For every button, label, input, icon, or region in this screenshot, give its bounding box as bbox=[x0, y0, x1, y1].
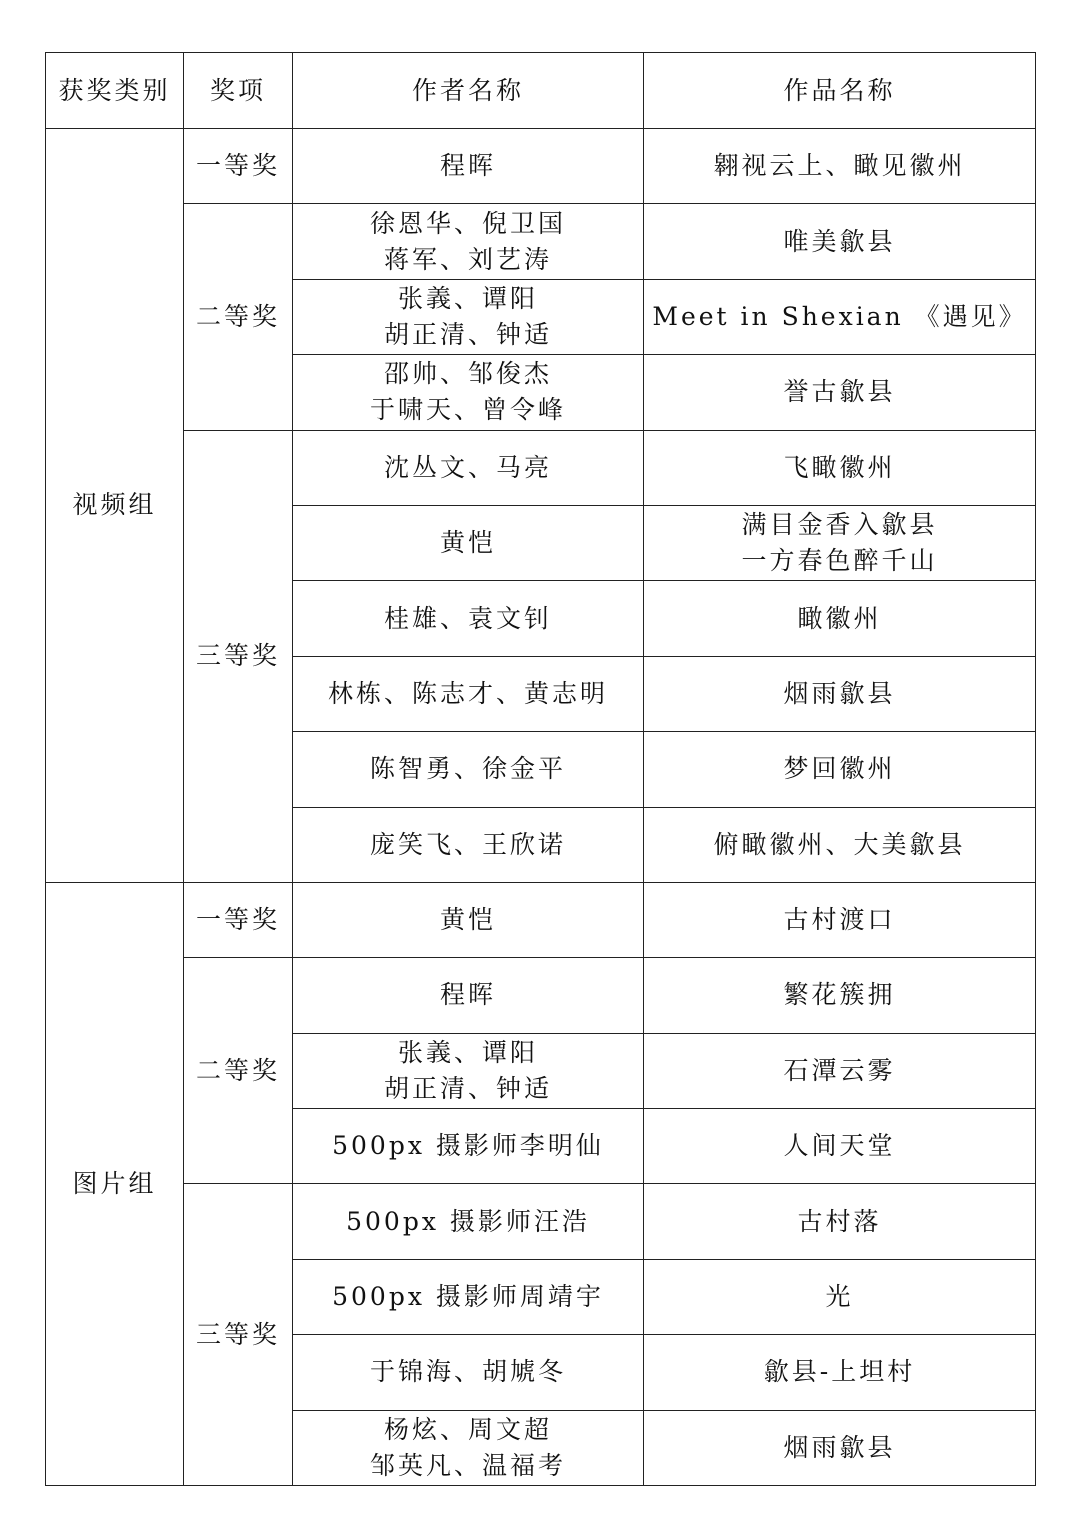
author-cell-line: 于啸天、曾令峰 bbox=[369, 395, 566, 425]
prize-cell: 一等奖 bbox=[184, 882, 293, 957]
work-cell-line: 石潭云雾 bbox=[783, 1055, 896, 1085]
awards-table bbox=[45, 52, 1036, 1486]
author-cell-line: 黄恺 bbox=[439, 905, 496, 935]
work-cell-line: 歙县-上坦村 bbox=[763, 1357, 916, 1387]
author-cell-line: 陈智勇、徐金平 bbox=[369, 754, 566, 784]
author-cell bbox=[293, 279, 644, 354]
work-cell bbox=[644, 505, 1036, 580]
work-cell bbox=[644, 882, 1036, 957]
work-cell bbox=[644, 279, 1036, 354]
work-cell-line: 繁花簇拥 bbox=[783, 980, 896, 1010]
awards-table-body bbox=[46, 53, 1036, 1486]
author-cell-line: 黄恺 bbox=[439, 528, 496, 558]
author-cell-line: 庞笑飞、王欣诺 bbox=[369, 829, 566, 859]
author-cell bbox=[293, 1259, 644, 1334]
author-cell-line: 程晖 bbox=[439, 151, 496, 181]
author-cell bbox=[293, 882, 644, 957]
author-cell bbox=[293, 204, 644, 279]
work-cell-line: 俯瞰徽州、大美歙县 bbox=[713, 829, 966, 859]
author-cell bbox=[293, 807, 644, 882]
author-cell bbox=[293, 1335, 644, 1410]
work-cell-line: 人间天堂 bbox=[783, 1131, 896, 1161]
table-row bbox=[46, 129, 1036, 204]
work-cell bbox=[644, 1109, 1036, 1184]
header-category: 获奖类别 bbox=[46, 53, 184, 129]
work-cell-line: 翱视云上、瞰见徽州 bbox=[713, 151, 966, 181]
author-cell-line: 蒋军、刘艺涛 bbox=[383, 244, 552, 274]
author-cell-line: 于锦海、胡虓冬 bbox=[369, 1357, 566, 1387]
author-cell-line: 徐恩华、倪卫国 bbox=[369, 208, 566, 238]
table-row bbox=[46, 204, 1036, 279]
work-cell-line: 飞瞰徽州 bbox=[783, 452, 896, 482]
work-cell-line: 满目金香入歙县 bbox=[741, 510, 938, 540]
work-cell-line: 梦回徽州 bbox=[783, 754, 896, 784]
work-cell bbox=[644, 430, 1036, 505]
work-cell-line: 唯美歙县 bbox=[783, 226, 896, 256]
author-cell bbox=[293, 1109, 644, 1184]
category-cell: 图片组 bbox=[46, 882, 184, 1485]
header-author: 作者名称 bbox=[293, 53, 644, 129]
table-row bbox=[46, 430, 1036, 505]
author-cell-line: 程晖 bbox=[439, 980, 496, 1010]
work-cell bbox=[644, 1410, 1036, 1485]
author-cell-line: 500px 摄影师周靖宇 bbox=[332, 1282, 604, 1312]
author-cell bbox=[293, 129, 644, 204]
author-cell-line: 500px 摄影师汪浩 bbox=[346, 1206, 590, 1236]
author-cell-line: 邹英凡、温福考 bbox=[369, 1450, 566, 1480]
author-cell-line: 胡正清、钟适 bbox=[383, 319, 552, 349]
work-cell bbox=[644, 581, 1036, 656]
author-cell-line: 桂雄、袁文钊 bbox=[383, 603, 552, 633]
work-cell-line: Meet in Shexian 《遇见》 bbox=[652, 301, 1027, 331]
header-prize: 奖项 bbox=[184, 53, 293, 129]
author-cell-line: 林栋、陈志才、黄志明 bbox=[327, 678, 608, 708]
author-cell-line: 邵帅、邹俊杰 bbox=[383, 359, 552, 389]
work-cell-line: 一方春色醉千山 bbox=[741, 546, 938, 576]
work-cell-line: 烟雨歙县 bbox=[783, 678, 896, 708]
header-row bbox=[46, 53, 1036, 129]
author-cell-line: 沈丛文、马亮 bbox=[383, 452, 552, 482]
author-cell-line: 张義、谭阳 bbox=[397, 1037, 538, 1067]
work-cell bbox=[644, 732, 1036, 807]
category-cell: 视频组 bbox=[46, 129, 184, 883]
work-cell bbox=[644, 204, 1036, 279]
work-cell-line: 古村落 bbox=[797, 1206, 882, 1236]
author-cell bbox=[293, 581, 644, 656]
table-row bbox=[46, 1184, 1036, 1259]
work-cell bbox=[644, 355, 1036, 430]
author-cell bbox=[293, 355, 644, 430]
author-cell-line: 张義、谭阳 bbox=[397, 283, 538, 313]
prize-cell: 二等奖 bbox=[184, 958, 293, 1184]
prize-cell: 一等奖 bbox=[184, 129, 293, 204]
author-cell bbox=[293, 430, 644, 505]
work-cell-line: 烟雨歙县 bbox=[783, 1432, 896, 1462]
work-cell-line: 誉古歙县 bbox=[783, 377, 896, 407]
work-cell-line: 古村渡口 bbox=[783, 905, 896, 935]
author-cell-line: 500px 摄影师李明仙 bbox=[332, 1131, 604, 1161]
author-cell-line: 胡正清、钟适 bbox=[383, 1073, 552, 1103]
table-row bbox=[46, 882, 1036, 957]
author-cell bbox=[293, 958, 644, 1033]
author-cell bbox=[293, 1033, 644, 1108]
prize-cell: 三等奖 bbox=[184, 430, 293, 882]
author-cell bbox=[293, 505, 644, 580]
work-cell bbox=[644, 129, 1036, 204]
author-cell bbox=[293, 1410, 644, 1485]
author-cell bbox=[293, 1184, 644, 1259]
work-cell bbox=[644, 1184, 1036, 1259]
work-cell bbox=[644, 807, 1036, 882]
prize-cell: 三等奖 bbox=[184, 1184, 293, 1486]
work-cell bbox=[644, 656, 1036, 731]
prize-cell: 二等奖 bbox=[184, 204, 293, 430]
work-cell bbox=[644, 958, 1036, 1033]
work-cell-line: 瞰徽州 bbox=[797, 603, 882, 633]
author-cell bbox=[293, 732, 644, 807]
author-cell bbox=[293, 656, 644, 731]
work-cell bbox=[644, 1259, 1036, 1334]
work-cell bbox=[644, 1033, 1036, 1108]
work-cell bbox=[644, 1335, 1036, 1410]
work-cell-line: 光 bbox=[825, 1282, 854, 1312]
author-cell-line: 杨炫、周文超 bbox=[383, 1414, 552, 1444]
header-work: 作品名称 bbox=[644, 53, 1036, 129]
table-row bbox=[46, 958, 1036, 1033]
